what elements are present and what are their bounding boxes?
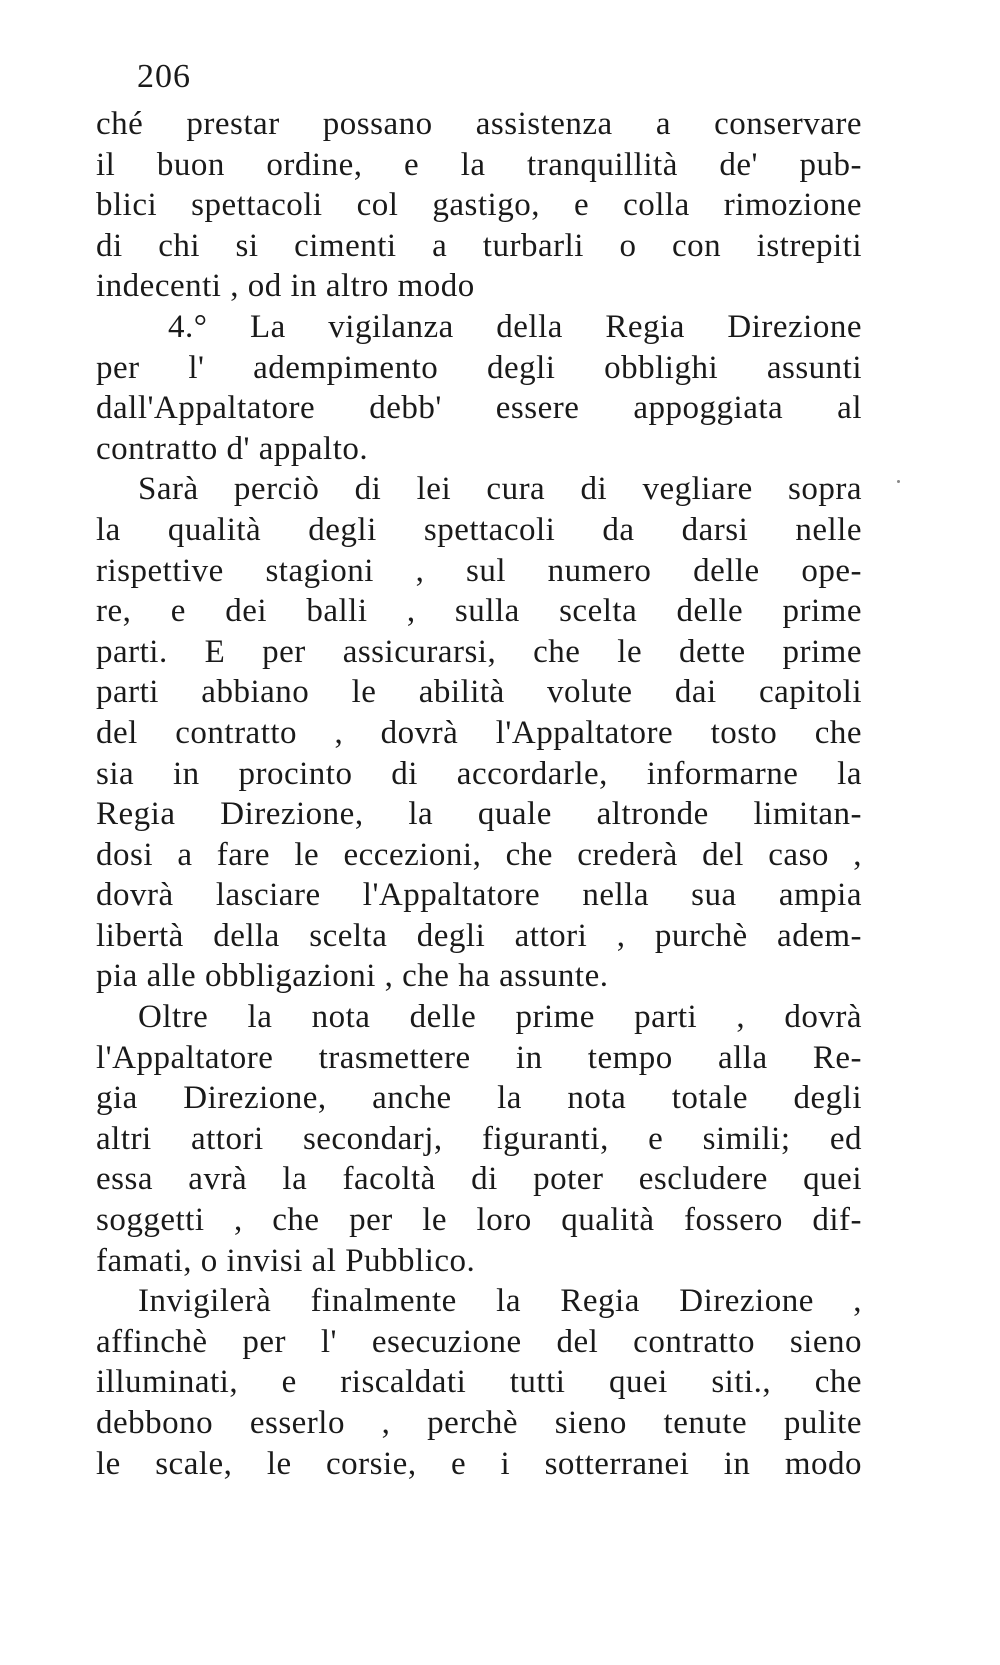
- text-line: pia alle obbligazioni , che ha assunte.: [96, 958, 609, 995]
- text-line: il buon ordine, e la tranquillità de' pub-: [96, 146, 862, 183]
- text-line: dosi a fare le eccezioni, che crederà del caso ,: [96, 836, 862, 873]
- page-number: 206: [137, 58, 191, 95]
- text-line: per l' adempimento degli obblighi assunti: [96, 349, 862, 386]
- text-line: libertà della scelta degli attori , purchè adem-: [96, 917, 862, 954]
- text-line: di chi si cimenti a turbarli o con istrepiti: [96, 227, 862, 264]
- text-line: parti abbiano le abilità volute dai capitoli: [96, 674, 862, 711]
- text-line: la qualità degli spettacoli da darsi nelle: [96, 511, 862, 548]
- body-text: [96, 104, 862, 1484]
- text-line: affinchè per l' esecuzione del contratto sieno: [96, 1323, 862, 1360]
- text-line: contratto d' appalto.: [96, 430, 369, 467]
- text-line: le scale, le corsie, e i sotterranei in modo: [96, 1445, 862, 1482]
- text-line: illuminati, e riscaldati tutti quei siti., che: [96, 1364, 862, 1401]
- text-line: blici spettacoli col gastigo, e colla rimozione: [96, 187, 862, 224]
- paragraph-start-line: Invigilerà finalmente la Regia Direzione ,: [138, 1283, 862, 1320]
- text-line: del contratto , dovrà l'Appaltatore tosto che: [96, 714, 862, 751]
- text-line: dovrà lasciare l'Appaltatore nella sua ampia: [96, 877, 862, 914]
- text-line: essa avrà la facoltà di poter escludere quei: [96, 1161, 862, 1198]
- text-line: sia in procinto di accordarle, informarne la: [96, 755, 862, 792]
- paragraph-start-line: Sarà perciò di lei cura di vegliare sopra: [138, 471, 862, 508]
- text-line: debbono esserlo , perchè sieno tenute pulite: [96, 1405, 862, 1441]
- text-line: famati, o invisi al Pubblico.: [96, 1242, 476, 1279]
- paragraph-start-line: Oltre la nota delle prime parti , dovrà: [138, 999, 862, 1036]
- text-line: ché prestar possano assistenza a conservare: [96, 106, 862, 142]
- text-line: Regia Direzione, la quale altronde limitan-: [96, 796, 862, 833]
- text-line: dall'Appaltatore debb' essere appoggiata al: [96, 390, 862, 427]
- paper-speck: [897, 480, 900, 483]
- text-line: gia Direzione, anche la nota totale degli: [96, 1080, 862, 1117]
- section-heading-line: 4.° La vigilanza della Regia Direzione: [168, 308, 862, 345]
- text-line: rispettive stagioni , sul numero delle ope-: [96, 552, 862, 589]
- text-line: altri attori secondarj, figuranti, e simili; ed: [96, 1120, 862, 1157]
- text-line: parti. E per assicurarsi, che le dette prime: [96, 633, 862, 670]
- text-line: re, e dei balli , sulla scelta delle prime: [96, 593, 862, 630]
- text-line: soggetti , che per le loro qualità fossero dif-: [96, 1202, 862, 1239]
- text-line: indecenti , od in altro modo: [96, 268, 475, 305]
- text-line: l'Appaltatore trasmettere in tempo alla Re-: [96, 1039, 862, 1076]
